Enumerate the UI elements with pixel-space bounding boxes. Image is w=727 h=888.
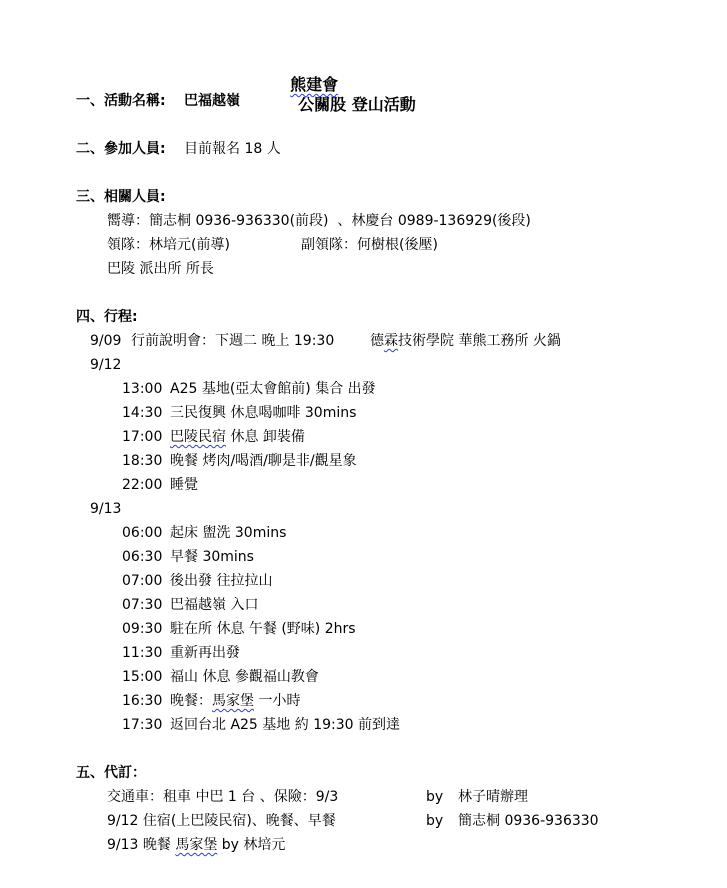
pre-meeting-place: 德霖技術學院 華熊工務所 火鍋 [370,333,561,349]
page-title [279,55,416,115]
section2-value: 目前報名 18 人 [184,141,281,157]
day2-item-7: 15:00 福山 休息 參觀福山教會 [122,669,319,685]
booking-transport-owner: 林子晴辦理 [458,789,528,805]
booking-transport: 交通車：租車 中巴 1 台 、保險：9/3 [107,789,339,805]
booking-lodging-owner: 簡志桐 0936-936330 [458,813,599,829]
pre-meeting-text: 行前說明會：下週二 晚上 19:30 [131,333,335,349]
section1-value: 巴福越嶺 [184,93,240,109]
day2-item-9: 17:30 返回台北 A25 基地 約 19:30 前到達 [122,717,400,733]
day2-item-3: 07:00 後出發 往拉拉山 [122,573,273,589]
day1-item-5: 22:00 睡覺 [122,477,198,493]
section5-label: 五、代訂： [76,765,146,781]
booking-transport-by: by [426,789,444,805]
day2-item-2: 06:30 早餐 30mins [122,549,254,565]
pre-meeting-date: 9/09 [90,333,122,349]
day2-date: 9/13 [90,501,122,517]
day2-item-5: 09:30 駐在所 休息 午餐 (野味) 2hrs [122,621,356,637]
section2-label: 二、參加人員: [76,141,166,157]
section4-label: 四、行程: [76,309,138,325]
leader-line: 領隊：林培元(前導) [107,237,230,253]
day1-item-4: 18:30 晚餐 烤肉/喝酒/聊是非/觀星象 [122,453,357,469]
day1-item-1: 13:00 A25 基地(亞太會館前) 集合 出發 [122,381,376,397]
vice-leader-line: 副領隊：何樹根(後壓) [301,237,438,253]
day2-item-4: 07:30 巴福越嶺 入口 [122,597,259,613]
title-event: 公關股 登山活動 [298,95,416,114]
guide-line: 嚮導：簡志桐 0936-936330(前段) 、林慶台 0989-136929(後段) [107,213,531,229]
booking-lodging: 9/12 住宿(上巴陵民宿)、晚餐、早餐 [107,813,336,829]
day1-item-2: 14:30 三民復興 休息喝咖啡 30mins [122,405,357,421]
booking-dinner: 9/13 晚餐 馬家堡 by 林培元 [107,837,286,853]
section1-label: 一、活動名稱: [76,93,166,109]
section3-label: 三、相關人員: [76,189,166,205]
day2-item-1: 06:00 起床 盥洗 30mins [122,525,287,541]
title-org: 熊建會 [290,75,339,94]
day2-item-8: 16:30 晚餐：馬家堡 一小時 [122,693,301,709]
booking-lodging-by: by [426,813,444,829]
day1-date: 9/12 [90,357,122,373]
day2-item-6: 11:30 重新再出發 [122,645,240,661]
police-line: 巴陵 派出所 所長 [107,261,214,277]
day1-item-3: 17:00 巴陵民宿 休息 卸裝備 [122,429,305,445]
